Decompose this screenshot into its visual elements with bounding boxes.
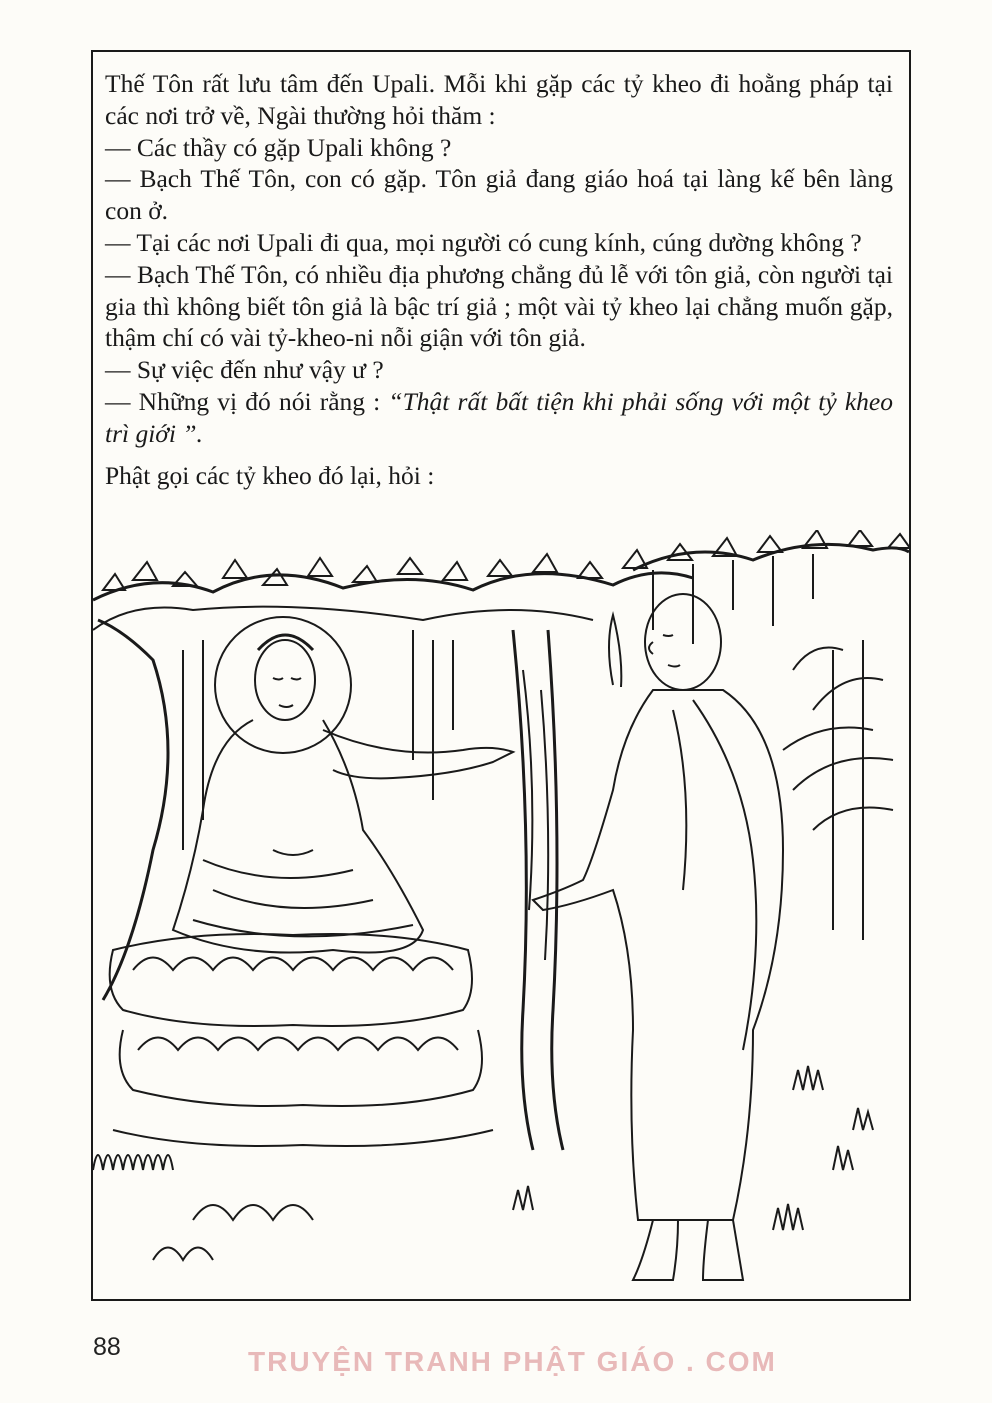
tree-trunk bbox=[93, 607, 593, 1150]
monk-figure bbox=[533, 594, 783, 1280]
page-number: 88 bbox=[93, 1333, 121, 1361]
watermark: TRUYỆN TRANH PHẬT GIÁO . COM bbox=[248, 1346, 777, 1377]
dialogue-line: — Bạch Thế Tôn, có nhiều địa phương chẳng đủ lễ với tôn giả, còn người tại gia thì không biết tôn giả là bậc trí giả ; một vài tỷ kheo lại chẳng muốn gặp, thậm chí có vài tỷ-kheo-ni nỗi giận với tôn giả. bbox=[105, 259, 893, 353]
dialogue-line: — Các thầy có gặp Upali không ? bbox=[105, 132, 452, 162]
paragraph-closing: Phật gọi các tỷ kheo đó lại, hỏi : bbox=[105, 460, 435, 490]
dialogue-line bbox=[105, 386, 893, 450]
dialogue-line: — Bạch Thế Tôn, con có gặp. Tôn giả đang giáo hoá tại làng kế bên làng con ở. bbox=[105, 164, 893, 226]
dialogue-prefix: — Những vị đó nói rằng : bbox=[105, 386, 389, 416]
story-text bbox=[105, 68, 893, 491]
page-frame bbox=[91, 50, 911, 1301]
lotus-pedestal bbox=[110, 934, 493, 1146]
illustration bbox=[93, 530, 909, 1301]
buddha-figure bbox=[173, 617, 513, 953]
dialogue-line: — Tại các nơi Upali đi qua, mọi người có cung kính, cúng dường không ? bbox=[105, 227, 862, 257]
quote-text: “Thật rất bất tiện khi phải sống với một tỷ kheo trì giới ”. bbox=[105, 386, 893, 448]
paragraph-intro: Thế Tôn rất lưu tâm đến Upali. Mỗi khi gặp các tỷ kheo đi hoằng pháp tại các nơi trở về, Ngài thường hỏi thăm : bbox=[105, 69, 893, 130]
grass bbox=[93, 640, 893, 1260]
leaf-canopy bbox=[93, 530, 909, 644]
dialogue-line: — Sự việc đến như vậy ư ? bbox=[105, 355, 384, 385]
